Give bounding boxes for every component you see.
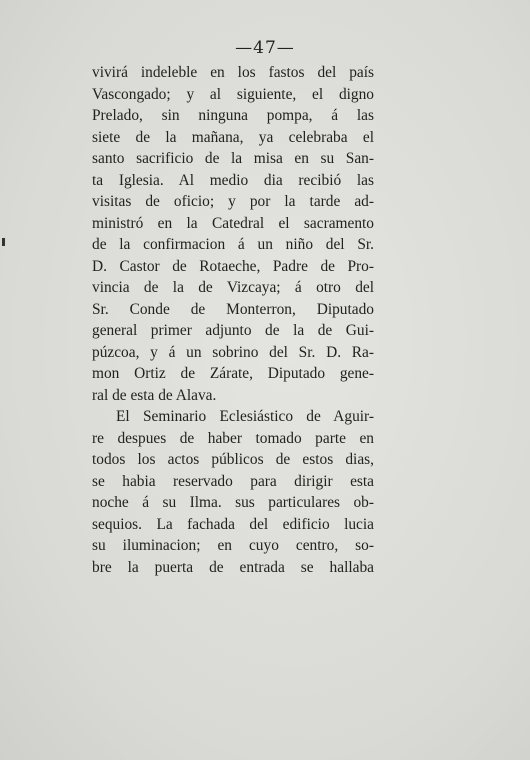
text-line: mon Ortiz de Zárate, Diputado gene- xyxy=(92,365,374,382)
text-line: visitas de oficio; y por la tarde ad- xyxy=(92,193,374,210)
text-line: vincia de la de Vizcaya; á otro del xyxy=(92,279,374,296)
text-line: vivirá indeleble en los fastos del país xyxy=(92,64,374,81)
text-line: Vascongado; y al siguiente, el digno xyxy=(92,85,374,103)
text-line: re despues de haber tomado parte en xyxy=(92,429,374,447)
text-line: todos los actos públicos de estos dias, xyxy=(92,451,374,468)
text-line: ministró en la Catedral el sacramento xyxy=(92,214,374,232)
text-line: ta Iglesia. Al medio dia recibió las xyxy=(92,171,374,189)
text-line: noche á su Ilma. sus particulares ob- xyxy=(92,494,374,511)
text-line: sequios. La fachada del edificio lucia xyxy=(92,515,374,533)
text-line: bre la puerta de entrada se hallaba xyxy=(92,558,374,576)
text-line: general primer adjunto de la de Gui- xyxy=(92,322,374,339)
page-number: —47— xyxy=(235,38,295,58)
paragraph-first-line: El Seminario Eclesiástico de Aguir- xyxy=(116,408,374,425)
text-line: Sr. Conde de Monterron, Diputado xyxy=(92,300,374,318)
binding-mark xyxy=(2,238,5,246)
text-line: de la confirmacion á un niño del Sr. xyxy=(92,236,374,253)
text-line: púzcoa, y á un sobrino del Sr. D. Ra- xyxy=(92,343,374,361)
text-line: se habia reservado para dirigir esta xyxy=(92,472,374,490)
body-text xyxy=(92,62,374,578)
text-line: Prelado, sin ninguna pompa, á las xyxy=(92,107,374,124)
text-line: siete de la mañana, ya celebraba el xyxy=(92,128,374,146)
text-line: D. Castor de Rotaeche, Padre de Pro- xyxy=(92,257,374,275)
text-line: su iluminacion; en cuyo centro, so- xyxy=(92,537,374,554)
paragraph-last-line: ral de esta de Alava. xyxy=(92,386,217,404)
text-line: santo sacrificio de la misa en su San- xyxy=(92,150,374,167)
